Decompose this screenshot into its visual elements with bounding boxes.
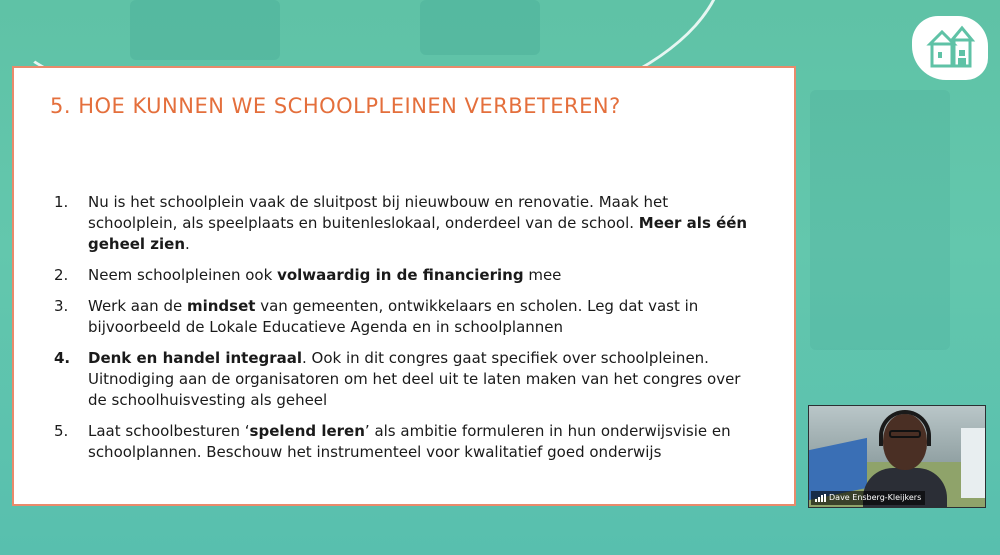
list-item-text [88, 348, 754, 411]
list-item-text [88, 265, 754, 286]
list-item [54, 192, 754, 255]
participant-name: Dave Ensberg-Kleijkers [829, 493, 922, 502]
text-segment: ’ als ambitie formuleren in hun onderwijsvisie en schoolplannen. Beschouw het instrumenteel voor kwalitatief goed onderwijs [88, 422, 731, 461]
text-segment: Laat schoolbesturen ‘ [88, 422, 250, 440]
text-segment: . Ook in dit congres gaat specifiek over schoolpleinen. Uitnodiging aan de organisatoren om het deel uit te laten maken van het congres over de schoolhuisvesting als geheel [88, 349, 741, 409]
list-item-number: 5. [54, 422, 69, 440]
list-item [54, 296, 754, 338]
text-segment: van gemeenten, ontwikkelaars en scholen. Leg dat vast in bijvoorbeeld de Lokale Educatieve Agenda en in schoolplannen [88, 297, 699, 336]
list-item-text [88, 296, 754, 338]
list-item [54, 265, 754, 286]
signal-bars-icon [815, 494, 826, 502]
text-segment: Werk aan de [88, 297, 187, 315]
emphasis-text: Meer als één geheel zien [88, 214, 748, 253]
list-item-text [88, 192, 754, 255]
school-house-logo [912, 16, 988, 80]
slide-bullet-list [54, 192, 754, 473]
list-item [54, 421, 754, 463]
text-segment: . [185, 235, 190, 253]
slide-title: 5. HOE KUNNEN WE SCHOOLPLEINEN VERBETEREN? [50, 94, 621, 118]
text-segment: mee [523, 266, 562, 284]
participant-name-tag [811, 491, 925, 505]
list-item-text [88, 421, 754, 463]
text-segment: Nu is het schoolplein vaak de sluitpost bij nieuwbouw en renovatie. Maak het schoolplein, als speelplaats en buitenleslokaal, onderdeel van de school. [88, 193, 669, 232]
list-item-number: 4. [54, 349, 71, 367]
video-background-sign [961, 428, 985, 498]
background-building [810, 90, 950, 350]
emphasis-text: mindset [186, 297, 256, 315]
participant-video-tile[interactable] [808, 405, 986, 508]
list-item-number: 3. [54, 297, 69, 315]
emphasis-text: Denk en handel integraal [88, 349, 303, 367]
background-window [130, 0, 280, 60]
presentation-slide [12, 66, 796, 506]
school-house-icon [922, 24, 978, 72]
list-item [54, 348, 754, 411]
list-item-number: 1. [54, 193, 69, 211]
list-item-number: 2. [54, 266, 69, 284]
emphasis-text: volwaardig in de financiering [277, 266, 524, 284]
emphasis-text: spelend leren [249, 422, 365, 440]
glasses-icon [889, 430, 921, 438]
text-segment: Neem schoolpleinen ook [88, 266, 278, 284]
background-window [420, 0, 540, 55]
